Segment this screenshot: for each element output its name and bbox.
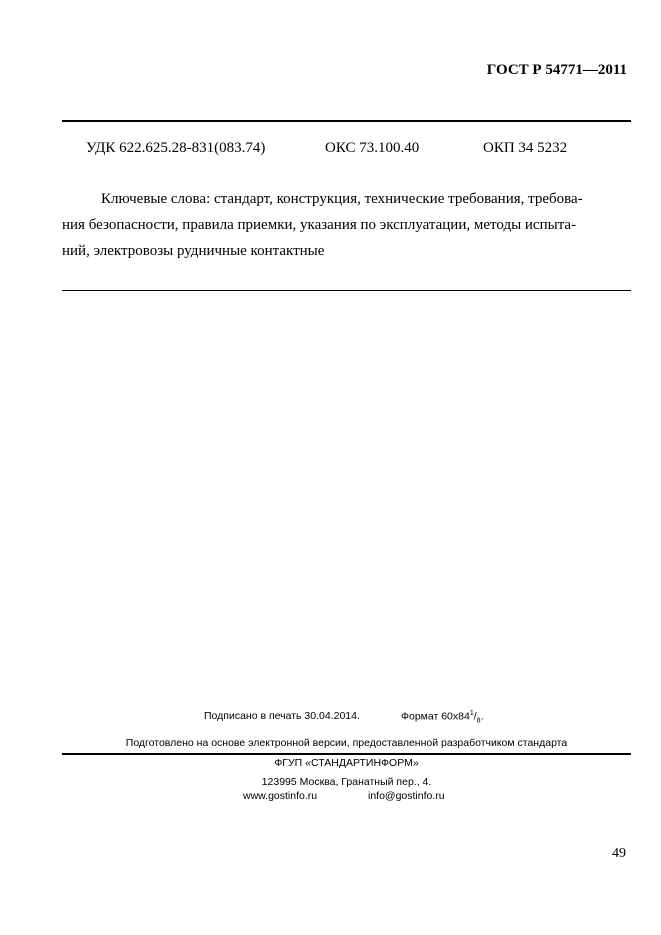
header-divider — [62, 120, 631, 122]
format-numerator: 1 — [469, 710, 474, 717]
keywords-divider — [62, 290, 631, 291]
signed-for-print: Подписано в печать 30.04.2014. — [204, 710, 360, 722]
udk-code: УДК 622.625.28-831(083.74) — [86, 140, 266, 156]
format-label: Формат 60x84 — [401, 710, 470, 723]
imprint-divider — [62, 753, 631, 755]
document-header: ГОСТ Р 54771—2011 — [486, 62, 627, 78]
publisher-name: ФГУП «СТАНДАРТИНФОРМ» — [274, 757, 419, 769]
paper-format: Формат $60x84^1/_8$. — [401, 710, 484, 725]
publisher-address: 123995 Москва, Гранатный пер., 4. — [261, 776, 432, 788]
keywords-line: ния безопасности, правила приемки, указания по эксплуатации, методы испыта- — [62, 217, 577, 233]
publisher-website: www.gostinfo.ru — [243, 790, 318, 802]
keywords-line: ний, электровозы рудничные контактные — [62, 243, 325, 259]
oks-code: ОКС 73.100.40 — [325, 140, 420, 156]
keywords-line: Ключевые слова: стандарт, конструкция, технические требования, требова- — [101, 191, 583, 207]
page-number: 49 — [612, 846, 626, 861]
prepared-note: Подготовлено на основе электронной версии, предоставленной разработчиком стандарта — [125, 737, 568, 749]
format-end: . — [480, 710, 484, 723]
publisher-email: info@gostinfo.ru — [368, 790, 445, 802]
okp-code: ОКП 34 5232 — [483, 140, 568, 156]
format-denominator: 8 — [476, 717, 481, 725]
keywords-paragraph — [62, 186, 614, 264]
